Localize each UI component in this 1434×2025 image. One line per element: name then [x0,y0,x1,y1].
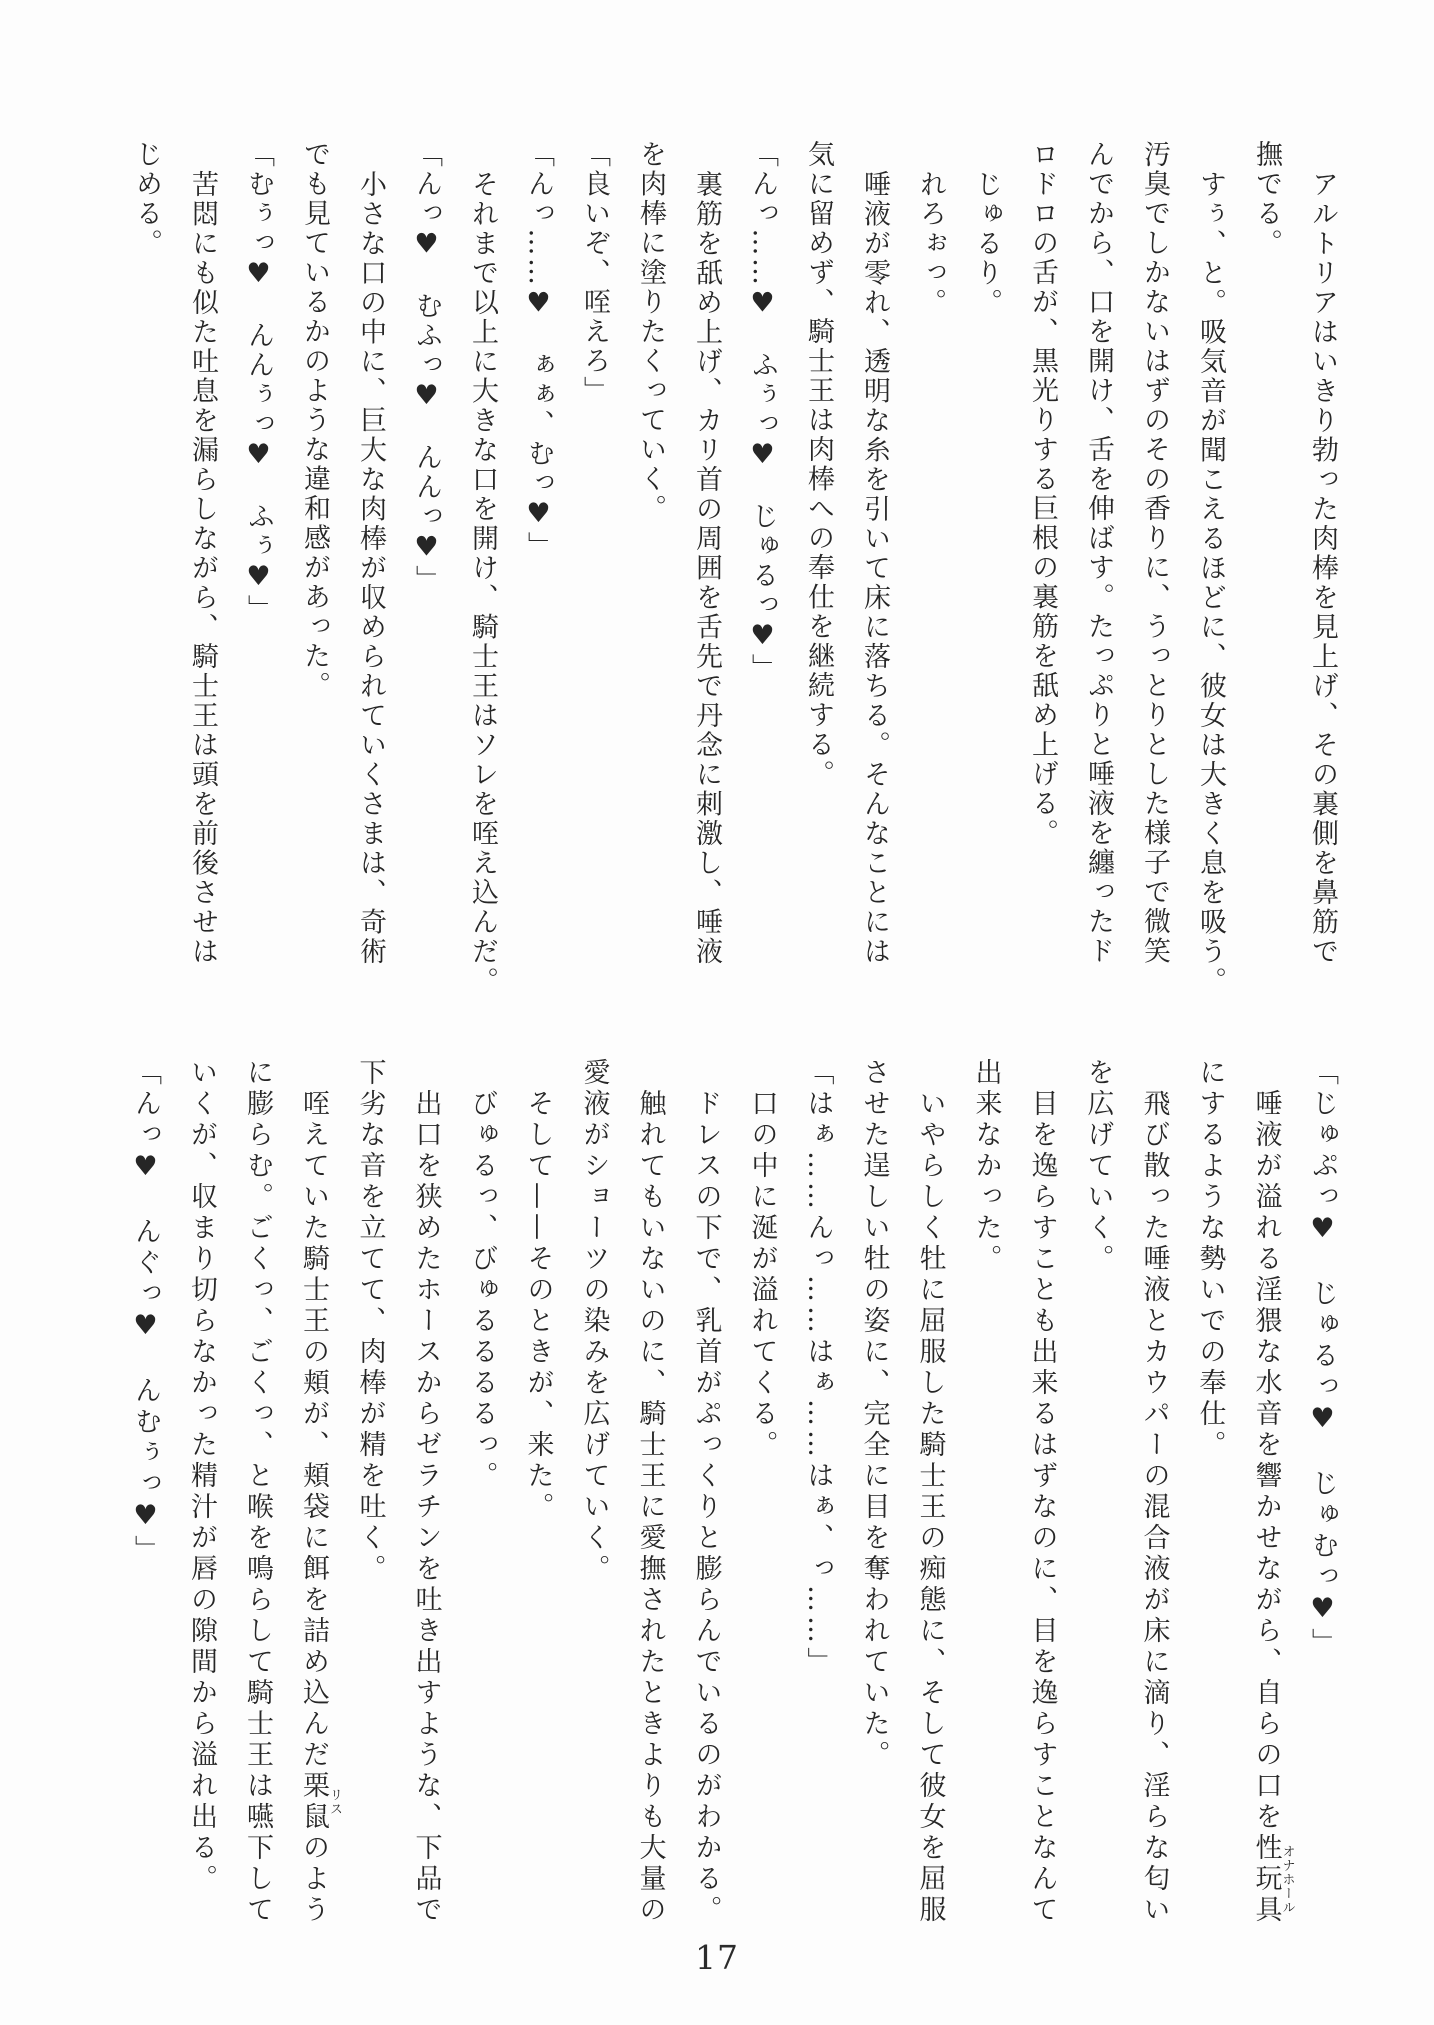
text-line: れろぉっ。 [915,170,946,318]
text-line: 出口を狭めたホースからゼラチンを吐き出すような、下品で [410,1089,442,1926]
text-line: 目を逸らすことも出来るはずなのに、目を逸らすことなんて [1026,1089,1058,1926]
text-line: 苦悶にも似た吐息を漏らしながら、騎士王は頭を前後させは [187,170,218,967]
text-line: 「良いぞ、咥えろ」 [579,140,610,406]
text-section-bottom [117,1058,1350,1978]
text-line: 気に留めず、騎士王は肉棒への奉仕を継続する。 [803,140,834,789]
text-line: 「はぁ……んっ……はぁ……はぁ、っ……」 [802,1058,834,1678]
text-line: 「んっ……♥ ふぅっ♥ じゅるっ♥」 [747,140,778,683]
text-line: すぅ、と。吸気音が聞こえるほどに、彼女は大きく息を吸う。 [1195,170,1226,996]
text-line: 咥えていた騎士王の頬が、頬袋に餌を詰め込んだ栗鼠リスのよう [298,1089,342,1926]
text-line: いくが、収まり切らなかった精汁が唇の隙間から溢れ出る。 [186,1058,217,1895]
text-line: じめる。 [131,140,162,258]
text-line: 唾液が零れ、透明な糸を引いて床に落ちる。そんなことには [859,170,890,967]
text-line: それまで以上に大きな口を開け、騎士王はソレを咥え込んだ。 [467,170,498,996]
text-line: んでから、口を開け、舌を伸ばす。たっぷりと唾液を纏ったド [1083,140,1114,966]
text-line: じゅるり。 [971,170,1002,318]
text-line: 愛液がショーツの染みを広げていく。 [578,1058,610,1585]
ruby-annotated-word: 栗鼠リス [298,1771,342,1833]
text-line: びゅるっ、びゅるるるるっ。 [466,1089,498,1492]
text-line: 口の中に涎が溢れてくる。 [746,1089,778,1461]
text-line: にするような勢いでの奉仕。 [1194,1058,1226,1461]
text-line: 汚臭でしかないはずのその香りに、うっとりとした様子で微笑 [1139,140,1170,966]
text-line: 「んっ♥ んぐっ♥ んむぅっ♥」 [130,1058,161,1566]
page-number: 17 [695,1938,739,1977]
text-line: いやらしく牡に屈服した騎士王の痴態に、そして彼女を屈服 [914,1089,946,1926]
text-line: 小さな口の中に、巨大な肉棒が収められていくさまは、奇術 [355,170,386,967]
text-line: 下劣な音を立てて、肉棒が精を吐く。 [354,1058,386,1585]
text-line: ドレスの下で、乳首がぷっくりと膨らんでいるのがわかる。 [690,1089,722,1926]
text-line: そして——そのときが、来た。 [522,1089,554,1523]
text-line: させた逞しい牡の姿に、完全に目を奪われていた。 [858,1058,890,1771]
text-line: 出来なかった。 [970,1058,1002,1275]
text-line: 飛び散った唾液とカウパーの混合液が床に滴り、淫らな匂い [1138,1089,1170,1926]
text-section-top [118,140,1350,1040]
text-line: ロドロの舌が、黒光りする巨根の裏筋を舐め上げる。 [1027,140,1058,848]
ruby-annotated-word: 性玩具オナホール [1250,1833,1295,1926]
text-line: に膨らむ。ごくっ、ごくっ、と喉を鳴らして騎士王は嚥下して [242,1058,273,1926]
text-line: でも見ているかのような違和感があった。 [299,140,330,701]
text-line: 「んっ♥ むふっ♥ んんっ♥」 [411,140,442,595]
text-line: 唾液が溢れる淫猥な水音を響かせながら、自らの口を性玩具オナホール [1250,1089,1295,1926]
text-line: 撫でる。 [1251,140,1282,258]
text-line: アルトリアはいきり勃った肉棒を見上げ、その裏側を鼻筋で [1307,170,1338,967]
text-line: を肉棒に塗りたくっていく。 [635,140,666,524]
text-line: 「じゅぷっ♥ じゅるっ♥ じゅむっ♥」 [1307,1058,1338,1659]
text-line: 「んっ……♥ ぁぁ、むっ♥」 [523,140,554,561]
text-line: 裏筋を舐め上げ、カリ首の周囲を舌先で丹念に刺激し、唾液 [691,170,722,967]
text-line: を広げていく。 [1082,1058,1114,1275]
text-line: 「むぅっ♥ んんぅっ♥ ふぅ♥」 [243,140,274,624]
text-line: 触れてもいないのに、騎士王に愛撫されたときよりも大量の [634,1089,666,1926]
